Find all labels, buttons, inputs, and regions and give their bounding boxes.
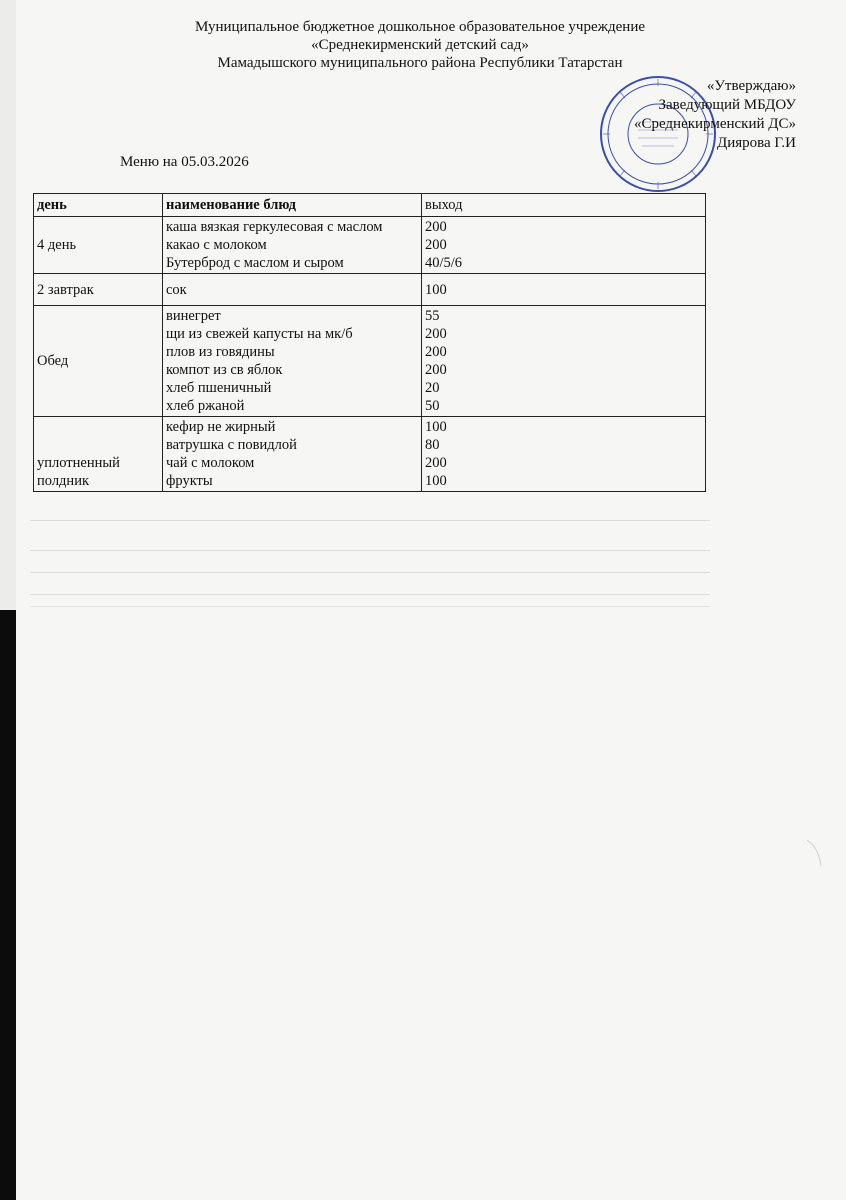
dish-item: каша вязкая геркулесовая с маслом [166,219,383,235]
header-line-2: «Среднекирменский детский сад» [311,37,529,53]
output-item: 100 [425,419,447,435]
output-item: 200 [425,344,447,360]
header-line-1: Муниципальное бюджетное дошкольное образовательное учреждение [195,19,645,35]
dish-list [163,274,422,306]
approval-line-3: «Среднекирменский ДС» [633,116,796,132]
header-output: выход [422,194,706,217]
bleed-line [30,550,710,551]
output-item: 200 [425,326,447,342]
meal-name: 2 завтрак [34,274,163,306]
output-item: 55 [425,308,440,324]
dish-list [163,217,422,274]
scan-dark-edge [0,610,16,1200]
approval-line-4: Диярова Г.И [716,135,796,151]
output-list [422,306,706,417]
dish-item: кефир не жирный [166,419,276,435]
output-list [422,217,706,274]
dish-list [163,417,422,492]
dish-item: хлеб ржаной [166,398,245,414]
menu-title: Меню на 05.03.2026 [120,154,249,170]
header-day: день [34,194,163,217]
dish-item: компот из св яблок [166,362,283,378]
organization-header [150,18,690,72]
approval-line-2: Заведующий МБДОУ [658,97,796,113]
output-item: 200 [425,455,447,471]
output-list [422,274,706,306]
table-row [34,417,706,492]
dish-item: плов из говядины [166,344,275,360]
meal-name: 4 день [34,217,163,274]
dish-item: хлеб пшеничный [166,380,272,396]
approval-block [576,77,796,153]
table-row [34,306,706,417]
table-header-row [34,194,706,217]
output-list [422,417,706,492]
bleed-line [30,606,710,607]
paper-fold-mark-icon [805,838,825,868]
dish-item: фрукты [166,473,213,489]
output-item: 200 [425,219,447,235]
output-item: 100 [425,281,447,298]
dish-list [163,306,422,417]
table-row [34,274,706,306]
meal-name: Обед [34,306,163,417]
output-item: 200 [425,237,447,253]
output-item: 200 [425,362,447,378]
header-dishes: наименование блюд [163,194,422,217]
approval-line-1: «Утверждаю» [706,78,796,94]
menu-table [33,193,706,492]
output-item: 50 [425,398,440,414]
output-item: 40/5/6 [425,255,463,271]
table-row [34,217,706,274]
header-line-3: Мамадышского муниципального района Республики Татарстан [217,55,623,71]
bleed-line [30,594,710,595]
dish-item: какао с молоком [166,237,267,253]
scan-edge [0,0,16,610]
dish-item: Бутерброд с маслом и сыром [166,255,344,271]
output-item: 100 [425,473,447,489]
bleed-line [30,572,710,573]
dish-item: ватрушка с повидлой [166,437,297,453]
meal-name: уплотненный полдник [34,417,163,492]
dish-item: винегрет [166,308,221,324]
output-item: 80 [425,437,440,453]
dish-item: щи из свежей капусты на мк/б [166,326,353,342]
bleed-line [30,520,710,521]
output-item: 20 [425,380,440,396]
dish-item: сок [166,281,187,298]
dish-item: чай с молоком [166,455,255,471]
